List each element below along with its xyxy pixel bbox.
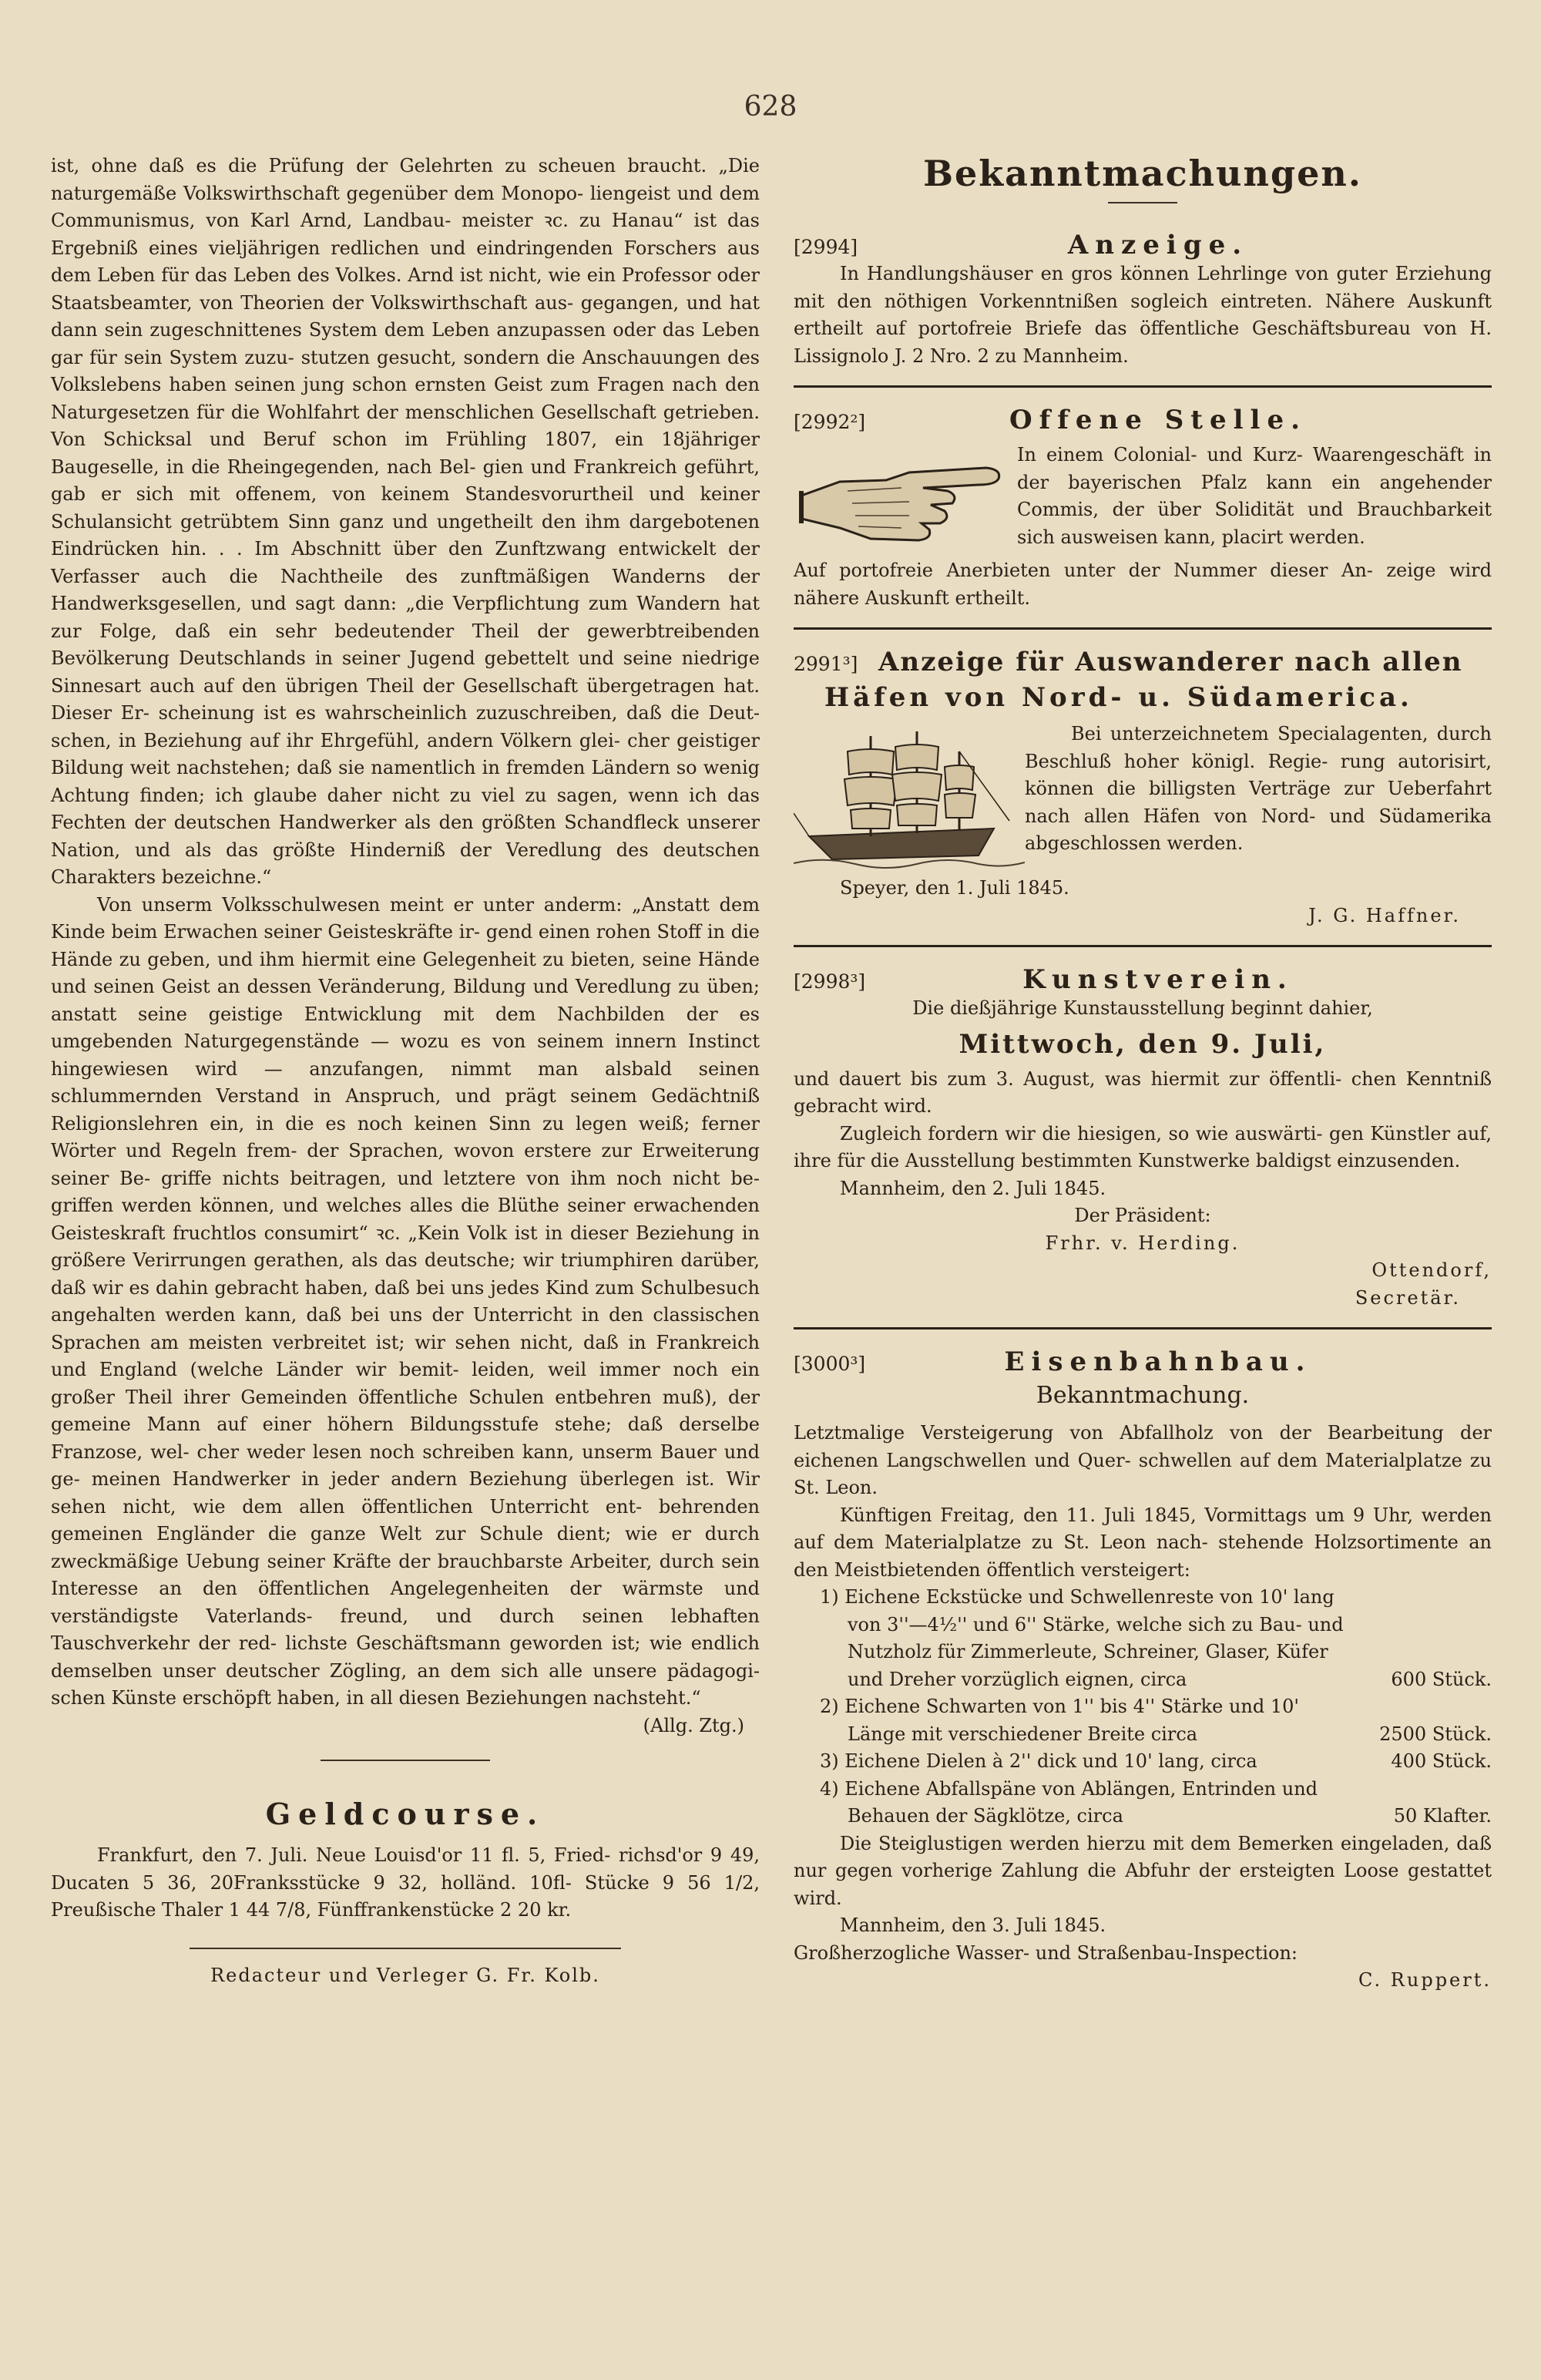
notice-number: [2992²]: [794, 411, 866, 433]
notice-text: In Handlungshäuser en gros können Lehrlinge von guter Erziehung mit den nöthigen Vorkenntnißen sogleich eintreten. Nähere Auskunft ertheilt auf portofreie Briefe das öffentliche Geschäftsbureau von H. Lissignolo J. 2 Nro. 2 zu Mannheim.: [794, 263, 1492, 367]
notice-auswanderer: [794, 647, 1492, 929]
notice-separator: [794, 627, 1492, 630]
article-source: (Allg. Ztg.): [643, 1714, 744, 1736]
notice-text-2: Zugleich fordern wir die hiesigen, so wie auswärti- gen Künstler auf, ihre für die Ausstellung bestimmten Kunstwerke baldigst einzusenden.: [794, 1122, 1492, 1172]
list-item: [794, 1776, 1492, 1830]
notice-title: Eisenbahnbau.: [1004, 1346, 1312, 1377]
announcements-heading: Bekanntmachungen.: [923, 153, 1362, 194]
notice-closing: Die Steiglustigen werden hierzu mit dem Bemerken eingeladen, daß nur gegen vorherige Zahlung die Abfuhr der ersteigten Loose gestattet wird.: [794, 1832, 1492, 1909]
item-quantity: 400 Stück.: [1391, 1750, 1492, 1772]
right-column: [794, 153, 1492, 1995]
article-paragraph-1: ist, ohne daß es die Prüfung der Gelehrten zu scheuen braucht. „Die naturgemäße Volkswirthschaft gegenüber dem Monopo- liengeist und dem Communismus, von Karl Arnd, Landbau- meister ꝛc. zu Hanau“ ist das Ergebniß eines vieljährigen redlichen und eindringenden Forschers aus dem Leben für das Leben des Volkes. Arnd ist nicht, wie ein Professor oder Staatsbeamter, von Theorien der Volkswirthschaft aus- gegangen, und hat dann sein zugeschnittenes System dem Leben anzupassen oder das Leben gar für sein System zuzu- stutzen gesucht, sondern die Anschauungen des Volkslebens haben seinen jung schon ernsten Geist zum Fragen nach den Naturgesetzen für die Wohlfahrt der menschlichen Gesellschaft getrieben. Von Schicksal und Beruf schon im Frühling 1807, ein 18jähriger Baugeselle, in die Rheingegenden, nach Bel- gien und Frankreich geführt, gab er sich mit offenem, von keinem Standesvorurtheil und keiner Schulansicht getrübtem Sinn ganz und ungetheilt den ihm dargebotenen Eindrücken hin. . . Im Abschnitt über den Zunftzwang entwickelt der Verfasser auch die Nachtheile des zunftmäßigen Wanderns der Handwerksgesellen, und sagt dann: „die Verpflichtung zum Wandern hat zur Folge, daß ein sehr bedeutender Theil der gewerbtreibenden Bevölkerung Deutschlands in seiner Jugend gebettelt und seine niedrige Sinnesart auch auf den übrigen Theil der Gesellschaft übergetragen hat. Dieser Er- scheinung ist es wahrscheinlich zuzuschreiben, daß die Deut- schen, in Beziehung auf ihr Ehrgefühl, andern Völkern glei- cher geistiger Bildung weit nachstehen; daß sie namentlich in fremden Ländern so wenig Achtung finden; ich glaube daher nicht zu viel zu sagen, wenn ich das Fechten der deutschen Handwerker als den größten Schandfleck unserer Nation, und als das größte Hinderniß der Veredlung des deutschen Charakters bezeichne.“: [51, 155, 760, 888]
exhibition-date: Mittwoch, den 9. Juli,: [959, 1028, 1327, 1060]
notice-signature: C. Ruppert.: [1358, 1969, 1492, 1991]
notice-text-beside: In einem Colonial- und Kurz- Waarengeschäft in der bayerischen Pfalz kann ein angehender Commis, der über Solidität und Brauchbarkeit sich ausweisen kann, placirt werden.: [1017, 444, 1492, 548]
notice-separator: [794, 1327, 1492, 1330]
article-paragraph-2: Von unserm Volksschulwesen meint er unter anderm: „Anstatt dem Kinde beim Erwachen seiner Geisteskräfte ir- gend einen rohen Stoff in die Hände zu geben, und ihm hiermit eine Gelegenheit zu bieten, seine Hände und seinen Geist an dessen Veränderung, Bildung und Veredlung zu üben; anstatt seine geistige Entwicklung mit dem Nachbilden der es umgebenden Naturgegenstände — wozu es von seinem innern Instinct hingewiesen wird — anzufangen, nimmt man alsbald seinen schlummernden Verstand in Anspruch, und prägt seinem Gedächtniß Religionslehren ein, in die es noch keinen Sinn zu legen weiß; ferner Wörter und Regeln frem- der Sprachen, wovon erstere zur Erweiterung seiner Be- griffe nichts beitragen, und letztere von ihm noch nicht be- griffen werden können, und welches alles die Blüthe seiner erwachenden Geisteskraft fruchtlos consumirt“ ꝛc. „Kein Volk ist in dieser Beziehung in größere Verirrungen gerathen, als das deutsche; wir triumphiren darüber, daß wir es dahin gebracht haben, daß bei uns jedes Kind zum Schulbesuch angehalten werden kann, daß bei uns der Unterricht in den classischen Sprachen am meisten verbreitet ist; wir sehen nicht, daß in Frankreich und England (welche Länder wir bemit- leiden, weil immer noch ein großer Theil ihrer Gemeinden öffentliche Schulen entbehren muß), der gemeine Mann auf einer höhern Bildungsstufe stehe; daß derselbe Franzose, wel- cher weder lesen noch schreiben kann, unserm Bauer und ge- meinen Handwerker in jeder andern Beziehung überlegen ist. Wir sehen nicht, wie dem allen öffentlichen Unterricht ent- behrenden gemeinen Engländer die ganze Welt zur Schule dient; wie er durch zweckmäßige Uebung seiner Kräfte der brauchbarste Arbeiter, durch sein Interesse an den öffentlichen Angelegenheiten der wärmste und verständigste Vaterlands- freund, und durch seinen lebhaften Tauschverkehr der red- lichste Geschäftsmann geworden ist; wie endlich demselben unser deutscher Zögling, an dem sich alle unsere pädagogi- schen Künste erschöpft haben, in all diesen Beziehungen nachsteht.“: [51, 893, 760, 1709]
notice-place-date: Mannheim, den 3. Juli 1845.: [840, 1914, 1106, 1936]
notice-text: Bei unterzeichnetem Specialagenten, durch Beschluß hoher königl. Regie- rung autorisirt, können die billigsten Verträge zur Ueberfahrt nach allen Häfen von Nord- und Südamerika abgeschlossen werden.: [1025, 723, 1492, 854]
geldcourse-text: Frankfurt, den 7. Juli. Neue Louisd'or 11 fl. 5, Fried- richsd'or 9 49, Ducaten 5 36, 20Franksstücke 9 32, holländ. 10fl- Stücke 9 56 1/2, Preußische Thaler 1 44 7/8, Fünffrankenstücke 2 20 kr.: [51, 1844, 760, 1921]
heading-underline: [1108, 202, 1177, 203]
president-name: Frhr. v. Herding.: [1045, 1232, 1241, 1254]
item-quantity: 600 Stück.: [1391, 1668, 1492, 1690]
notice-eisenbahnbau: [794, 1346, 1492, 1995]
notice-anzeige: [794, 230, 1492, 370]
notice-place-date: Mannheim, den 2. Juli 1845.: [840, 1177, 1106, 1199]
page-number: 628: [744, 91, 797, 123]
list-item: [794, 1584, 1492, 1693]
notice-place-date: Speyer, den 1. Juli 1845.: [840, 877, 1069, 899]
notice-title: Offene Stelle.: [1009, 405, 1307, 435]
notice-authority: Großherzogliche Wasser- und Straßenbau-Inspection:: [794, 1941, 1298, 1964]
notice-signature: J. G. Haffner.: [1308, 904, 1461, 926]
president-label: Der Präsident:: [1074, 1205, 1211, 1226]
notice-kunstverein: [794, 964, 1492, 1312]
notice-intro: Letztmalige Versteigerung von Abfallholz von der Bearbeitung der eichenen Langschwellen und Quer- schwellen auf dem Materialplatze zu St. Leon.: [794, 1422, 1492, 1498]
notice-title: Anzeige.: [1067, 230, 1249, 261]
section-divider: [321, 1760, 490, 1761]
notice-text-below: Auf portofreie Anerbieten unter der Nummer dieser An- zeige wird nähere Auskunft ertheilt.: [794, 560, 1492, 609]
secretary-label: Secretär.: [1355, 1286, 1461, 1309]
item-quantity: 50 Klafter.: [1393, 1805, 1492, 1827]
notice-number: [3000³]: [794, 1353, 866, 1375]
notice-number: 2991³]: [794, 653, 858, 675]
item-quantity: 2500 Stück.: [1379, 1723, 1492, 1745]
notice-offene-stelle: [794, 405, 1492, 612]
notice-title-line-1: Anzeige für Auswanderer nach allen: [878, 647, 1463, 677]
notice-title-line-2: Häfen von Nord- u. Südamerica.: [824, 682, 1413, 713]
footer-divider: [190, 1948, 621, 1949]
item-description: 3) Eichene Dielen à 2'' dick und 10' lang, circa: [820, 1750, 1257, 1772]
notice-number: [2994]: [794, 236, 858, 258]
notice-number: [2998³]: [794, 970, 866, 993]
list-item: [794, 1693, 1492, 1748]
list-item: [794, 1748, 1492, 1776]
item-description: 2) Eichene Schwarten von 1'' bis 4'' Stärke und 10' Länge mit verschiedener Breite circa: [820, 1696, 1299, 1745]
pointing-hand-icon: [794, 442, 1017, 557]
left-column: [51, 153, 760, 1986]
notice-text: und dauert bis zum 3. August, was hiermit zur öffentli- chen Kenntniß gebracht wird.: [794, 1067, 1492, 1117]
notice-separator: [794, 385, 1492, 388]
notice-title: Kunstverein.: [1022, 964, 1294, 995]
notice-line-1: Die dießjährige Kunstausstellung beginnt dahier,: [912, 997, 1373, 1019]
notice-text: Künftigen Freitag, den 11. Juli 1845, Vormittags um 9 Uhr, werden auf dem Materialplatze zu St. Leon nach- stehende Holzsortimente an den Meistbietenden öffentlich versteigert:: [794, 1504, 1492, 1581]
notice-separator: [794, 945, 1492, 947]
notice-subtitle: Bekanntmachung.: [1036, 1382, 1250, 1409]
secretary-name: Ottendorf,: [1371, 1259, 1492, 1281]
geldcourse-title: Geldcourse.: [265, 1797, 546, 1831]
editor-footer: Redacteur und Verleger G. Fr. Kolb.: [210, 1964, 600, 1986]
item-description: 1) Eichene Eckstücke und Schwellenreste von 10' lang von 3''—4½'' und 6'' Stärke, welche sich zu Bau- und Nutzholz für Zimmerleute, Schreiner, Glaser, Küfer und Dreher vorzüglich eignen, circa: [820, 1586, 1344, 1690]
sailing-ship-icon: [794, 721, 1025, 875]
item-description: 4) Eichene Abfallspäne von Ablängen, Entrinden und Behauen der Sägklötze, circa: [820, 1777, 1318, 1827]
